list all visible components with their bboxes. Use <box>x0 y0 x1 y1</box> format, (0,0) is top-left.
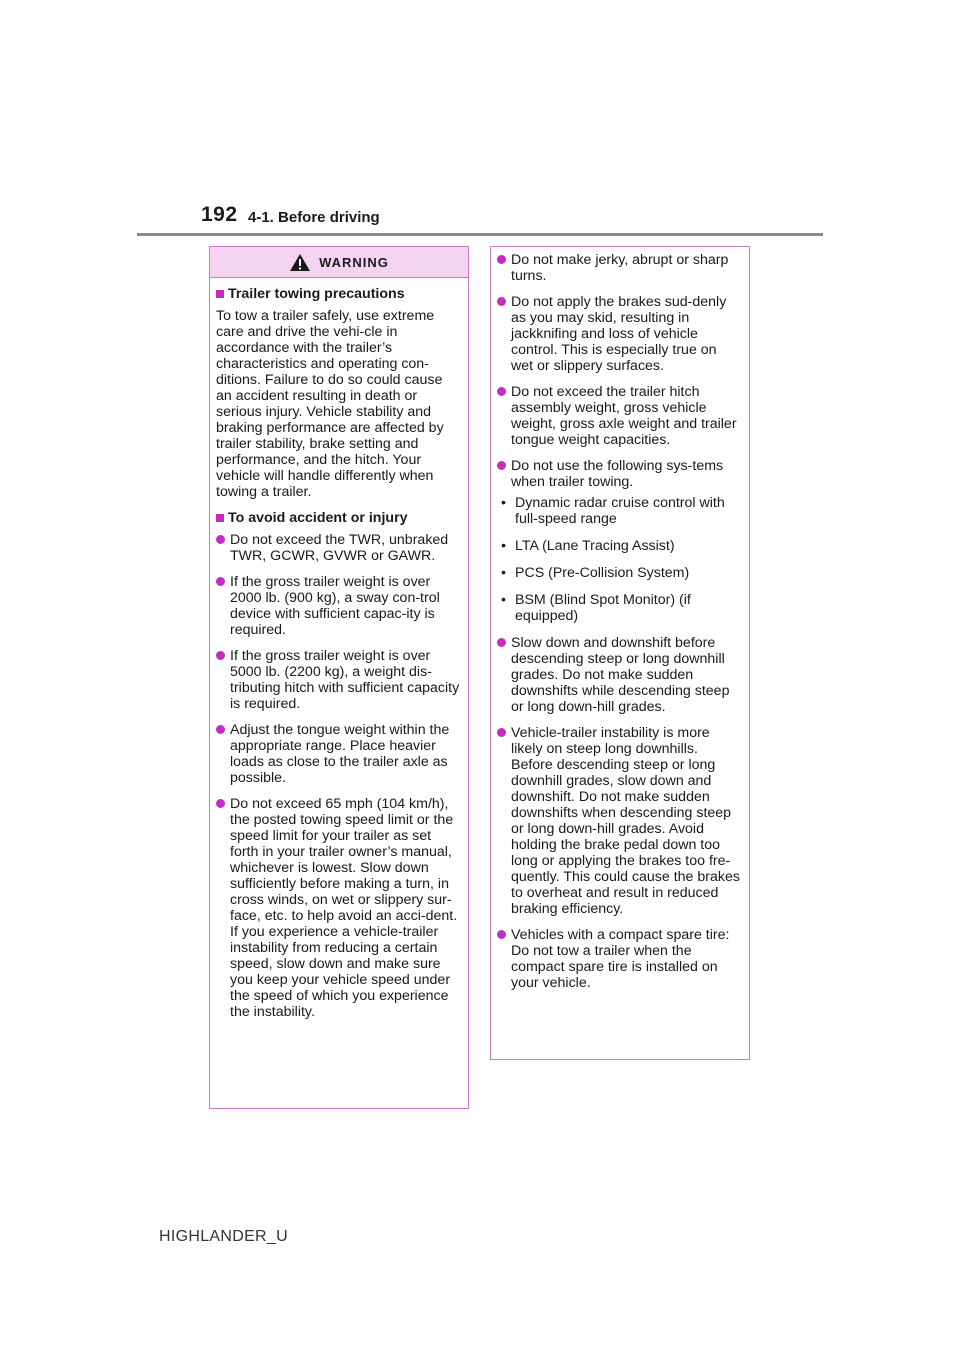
list-item-text: Do not exceed the trailer hitch assembly weight, gross vehicle weight, gross axle weight and trailer tongue weight capacities. <box>511 384 737 448</box>
dot-bullet-icon <box>216 799 225 808</box>
header-rule <box>137 233 823 236</box>
list-item-text: Adjust the tongue weight within the appropriate range. Place heavier loads as close to the trailer axle as possible. <box>230 722 450 786</box>
list-item-text: Do not use the following sys-tems when trailer towing. <box>511 458 724 490</box>
list-item <box>497 927 741 991</box>
sub-list-item-text: PCS (Pre-Collision System) <box>515 565 690 581</box>
dot-bullet-icon <box>497 255 506 264</box>
list-item-text: If the gross trailer weight is over 5000 lb. (2200 kg), a weight dis-tributing hitch with sufficient capacity is required. <box>230 648 460 712</box>
list-item-text: Do not exceed the TWR, unbraked TWR, GCWR, GVWR or GAWR. <box>230 532 449 564</box>
list-item-text: Vehicle-trailer instability is more likely on steep long downhills. Before descending steep or long downhill grades, slow down and downshift. Do not make sudden downshifts when descending steep or long down-hill grades. Avoid holding the brake pedal down too long or applying the brakes too fre-quently. This could cause the brakes to overheat and result in reduced braking efficiency. <box>511 725 740 917</box>
dot-bullet-icon <box>497 638 506 647</box>
dot-bullet-icon <box>497 728 506 737</box>
section-title: 4-1. Before driving <box>248 209 380 226</box>
list-item-text: If the gross trailer weight is over 2000 lb. (900 kg), a sway con-trol device with sufficient capac-ity is required. <box>230 574 440 638</box>
sub-bullet-mark: • <box>501 592 506 608</box>
dot-bullet-icon <box>497 461 506 470</box>
list-item <box>497 725 741 917</box>
section-heading <box>216 510 460 526</box>
warning-header <box>210 247 468 278</box>
warning-label: WARNING <box>319 254 389 270</box>
sub-list-item-text: LTA (Lane Tracing Assist) <box>515 538 675 554</box>
list-item <box>497 635 741 715</box>
warning-box-continued <box>490 246 750 1060</box>
list-item-text: Vehicles with a compact spare tire: Do not tow a trailer when the compact spare tire is installed on your vehicle. <box>511 927 730 991</box>
dot-bullet-icon <box>216 725 225 734</box>
list-item <box>216 722 460 786</box>
sub-bullet-mark: • <box>501 538 506 554</box>
warning-content-left <box>210 278 468 1020</box>
list-item <box>497 384 741 448</box>
list-item-text: Do not apply the brakes sud-denly as you may skid, resulting in jackknifing and loss of vehicle control. This is especially true on wet or slippery surfaces. <box>511 294 727 374</box>
dot-bullet-icon <box>216 535 225 544</box>
heading-text: Trailer towing precautions <box>228 286 405 302</box>
dot-bullet-icon <box>216 577 225 586</box>
sub-list-item <box>501 495 741 527</box>
list-item <box>216 796 460 1020</box>
square-bullet-icon <box>216 514 224 522</box>
list-item <box>497 458 741 490</box>
sub-list-item <box>501 565 741 581</box>
page-number: 192 <box>201 203 238 226</box>
list-item-text: Slow down and downshift before descending steep or long downhill grades. Do not make sudden downshifts while descending steep or long down-hill grades. <box>511 635 730 715</box>
warning-icon <box>289 253 311 272</box>
square-bullet-icon <box>216 290 224 298</box>
sub-list-item-text: Dynamic radar cruise control with full-speed range <box>515 495 725 527</box>
sub-list-item <box>501 592 741 624</box>
list-item <box>216 532 460 564</box>
sub-bullet-mark: • <box>501 565 506 581</box>
list-item <box>497 294 741 374</box>
warning-content-right <box>491 247 749 991</box>
sub-list-item-text: BSM (Blind Spot Monitor) (if equipped) <box>515 592 691 624</box>
dot-bullet-icon <box>497 930 506 939</box>
dot-bullet-icon <box>497 297 506 306</box>
list-item <box>497 252 741 284</box>
footer-model: HIGHLANDER_U <box>159 1228 288 1245</box>
warning-box <box>209 246 469 1109</box>
list-item <box>216 648 460 712</box>
section-heading <box>216 286 460 302</box>
list-item-text: Do not make jerky, abrupt or sharp turns. <box>511 252 729 284</box>
heading-text: To avoid accident or injury <box>228 510 408 526</box>
dot-bullet-icon <box>497 387 506 396</box>
list-item <box>216 574 460 638</box>
sub-list-item <box>501 538 741 554</box>
trailer-paragraph: To tow a trailer safely, use extreme care and drive the vehi-cle in accordance with the trailer’s characteristics and operating con-ditions. Failure to do so could cause an accident resulting in death or serious injury. Vehicle stability and braking performance are affected by trailer stability, brake setting and performance, and the hitch. Your vehicle will handle differently when towing a trailer. <box>216 308 444 500</box>
sub-bullet-mark: • <box>501 495 506 511</box>
list-item-text: Do not exceed 65 mph (104 km/h), the posted towing speed limit or the speed limit for your trailer as set forth in your trailer owner’s manual, whichever is lowest. Slow down sufficiently before making a turn, in cross winds, on wet or slippery sur-face, etc. to help avoid an acci-dent. If you experience a vehicle-trailer instability from reducing a certain speed, slow down and make sure you keep your vehicle speed under the speed of which you experience the instability. <box>230 796 458 1020</box>
dot-bullet-icon <box>216 651 225 660</box>
